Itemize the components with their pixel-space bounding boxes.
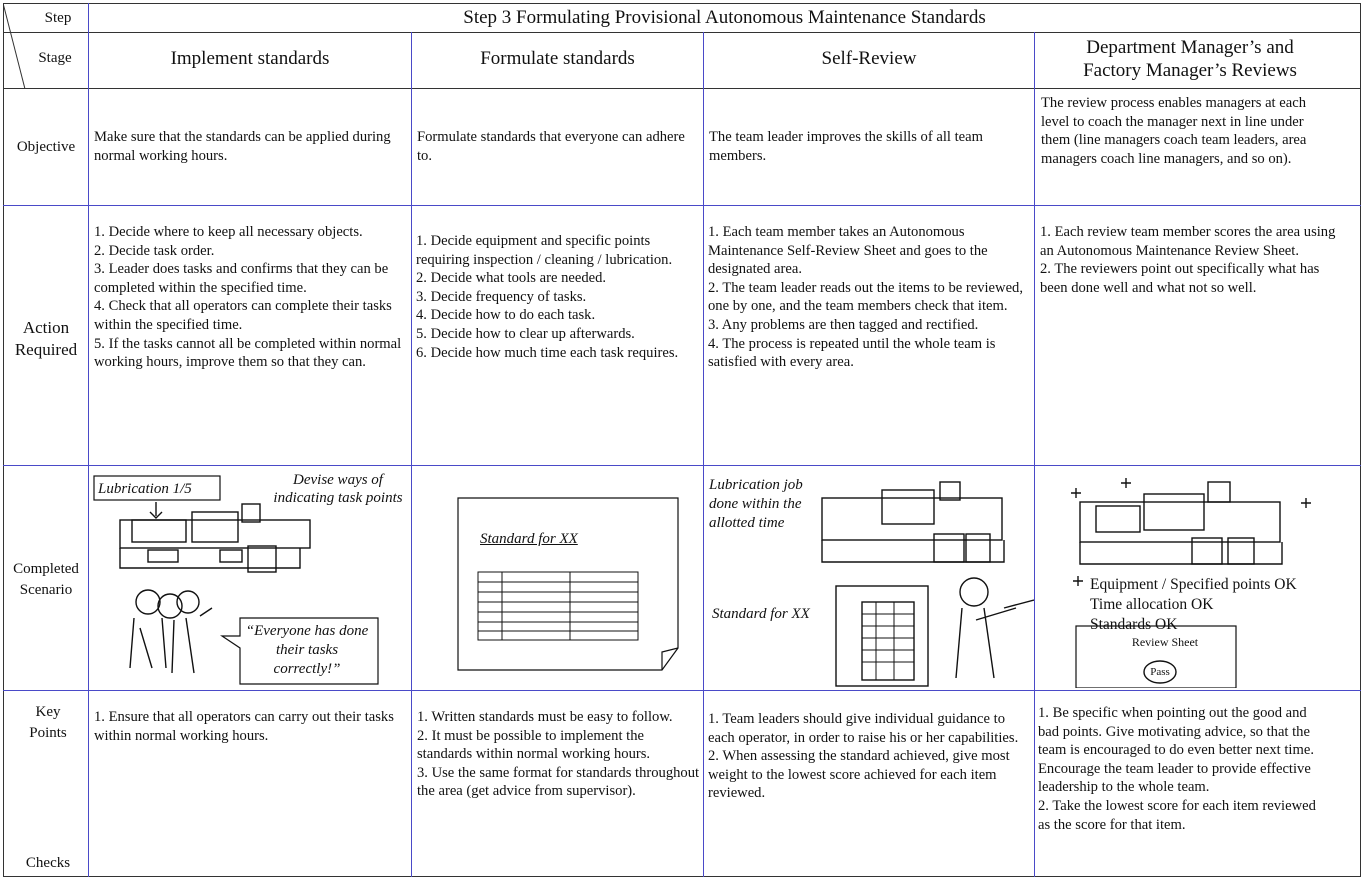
review-result-equipment: Equipment / Specified points OK: [1090, 576, 1297, 593]
row-label-scenario: Completed Scenario: [13, 561, 79, 598]
action-cell-managers-review: 1. Each review team member scores the area using an Autonomous Maintenance Review Sheet. 2. The reviewers point out specifically what has been done well and what not so well.: [1040, 224, 1336, 296]
row-divider-scenario: [3, 690, 1361, 691]
page-title: Step 3 Formulating Provisional Autonomous Maintenance Standards: [463, 7, 986, 28]
lubrication-tag: Lubrication 1/5: [98, 481, 192, 497]
row-label-checks: Checks: [25, 855, 71, 871]
objective-cell-implement: Make sure that the standards can be applied during normal working hours.: [94, 129, 391, 164]
objective-cell-formulate: Formulate standards that everyone can adhere to.: [417, 129, 685, 164]
row-divider-header: [3, 32, 1361, 33]
row-label-action: Action Required: [14, 318, 78, 359]
objective-cell-self-review: The team leader improves the skills of all team members.: [709, 129, 983, 164]
keypoints-cell-implement: 1. Ensure that all operators can carry out their tasks within normal working hours.: [94, 709, 394, 744]
row-divider-stage: [3, 88, 1361, 89]
objective-cell-managers-review: The review process enables managers at each level to coach the manager next in line under them (line managers coach team leaders, area managers coach line managers, and so on).: [1041, 95, 1307, 167]
column-header-implement: Implement standards: [170, 48, 330, 69]
step-label: Step: [44, 10, 72, 26]
row-label-key-points: Key Points: [29, 704, 67, 741]
keypoints-cell-managers-review: 1. Be specific when pointing out the good and bad points. Give motivating advice, so that the team is encouraged to do even better next time. Encourage the team leader to provide effective leadership to the whole team. 2. Take the lowest score for each item reviewed as the score for that item.: [1038, 705, 1316, 833]
document-title: Standard for XX: [480, 531, 578, 547]
action-cell-implement: 1. Decide where to keep all necessary objects. 2. Decide task order. 3. Leader does tasks and confirms that they can be completed within the specified time. 4. Check that all operators can complete their tasks within the specified time. 5. If the tasks cannot all be completed within normal working hours, improve them so that they can.: [94, 224, 402, 371]
standard-document-illustration: [412, 468, 702, 688]
row-divider-action: [3, 465, 1361, 466]
keypoints-cell-formulate: 1. Written standards must be easy to follow. 2. It must be possible to implement the standards within normal working hours. 3. Use the same format for standards throughout the area (get advice from supervisor).: [417, 709, 700, 800]
column-header-managers-review: Department Manager’s and Factory Manager’s Reviews: [1083, 37, 1297, 81]
pass-stamp: Pass: [1150, 666, 1170, 678]
review-result-standards: Standards OK: [1090, 616, 1178, 633]
action-cell-formulate: 1. Decide equipment and specific points requiring inspection / cleaning / lubrication. 2. Decide what tools are needed. 3. Decide frequency of tasks. 4. Decide how to do each task. 5. Decide how to clear up afterwards. 6. Decide how much time each task requires.: [416, 233, 679, 361]
col-divider-label: [88, 3, 89, 877]
action-cell-self-review: 1. Each team member takes an Autonomous Maintenance Self-Review Sheet and goes to the designated area. 2. The team leader reads out the items to be reviewed, one by one, and the team members check that item. 3. Any problems are then tagged and rectified. 4. The process is repeated until the whole team is satisfied with every area.: [708, 224, 1023, 371]
column-header-formulate: Formulate standards: [480, 48, 635, 69]
review-result-time: Time allocation OK: [1090, 596, 1214, 613]
keypoints-cell-self-review: 1. Team leaders should give individual guidance to each operator, in order to raise his or her capabilities. 2. When assessing the standard achieved, give most weight to the lowest score achieved for each item reviewed.: [708, 711, 1019, 802]
speech-bubble-text: “Everyone has done their tasks correctly!”: [245, 623, 369, 677]
col-divider-3: [1034, 32, 1035, 877]
col-divider-2: [703, 32, 704, 877]
review-sheet-title: Review Sheet: [1131, 635, 1199, 649]
column-header-self-review: Self-Review: [821, 48, 917, 69]
lubrication-done-caption: Lubrication job done within the allotted time: [709, 477, 803, 531]
row-divider-objective: [3, 205, 1361, 206]
standard-label: Standard for XX: [712, 606, 810, 622]
col-divider-1: [411, 32, 412, 877]
task-points-note: Devise ways of indicating task points: [273, 472, 403, 506]
stage-label: Stage: [38, 50, 72, 66]
row-label-objective: Objective: [16, 139, 76, 155]
